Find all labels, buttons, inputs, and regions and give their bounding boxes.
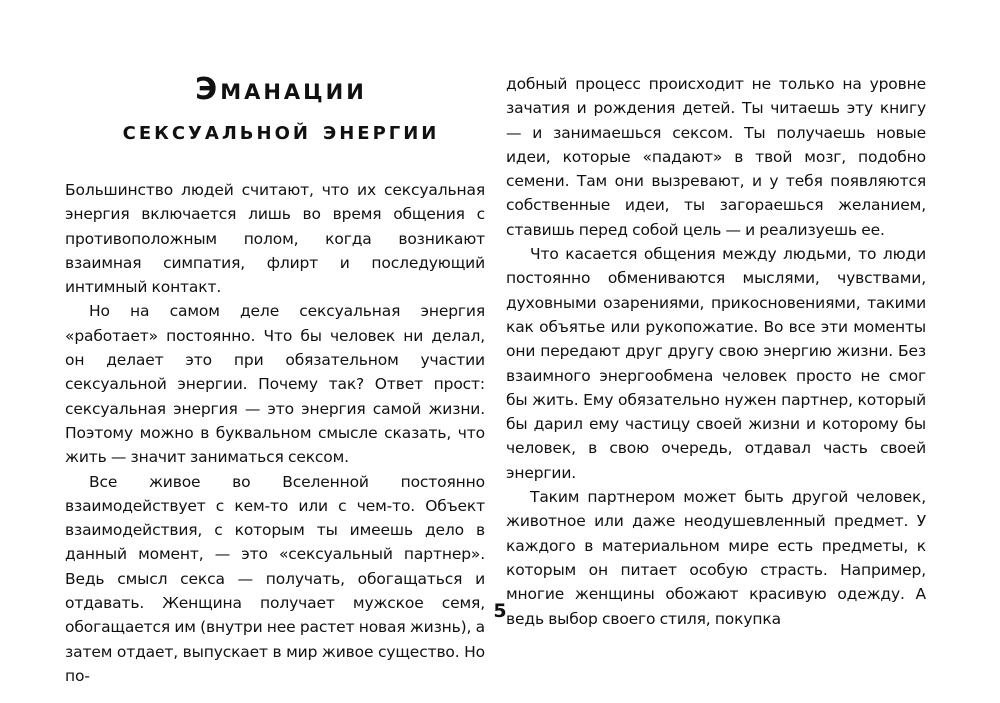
chapter-title-line-1: Эманации [195,72,367,107]
paragraph: Но на самом деле сексуальная энергия «работает» постоянно. Что бы человек ни делал, он делает это при обязательном участии сексуальной энергии. Почему так? Ответ прост: сексуальная энергия — это энергия самой жизни. Поэтому можно в буквальном смысле сказать, что жить — значит заниматься сексом. [65,302,485,467]
right-column-text [506,72,926,631]
paragraph: Все живое во Вселенной постоянно взаимодействует с кем-то или с чем-то. Объект взаимодействия, с которым ты имеешь дело в данный момент, — это «сексуальный партнер». Ведь смысл секса — получать, обогащаться и отдавать. Женщина получает мужское семя, обогащается им (внутри нее растет новая жизнь), а затем отдает, выпускает в мир живое существо. Но по- [65,472,485,685]
chapter-title [65,70,485,151]
paragraph: Что касается общения между людьми, то люди постоянно обмениваются мыслями, чувствами, духовными озарениями, прикосновениями, такими как объятье или рукопожатие. Во все эти моменты они передают друг другу свою энергию жизни. Без взаимного энергообмена человек просто не смог бы жить. Ему обязательно нужен партнер, который бы дарил ему частицу своей жизни и которому бы человек, в свою очередь, отдавал часть своей энергии. [506,245,926,482]
page-number: 5 [493,600,507,622]
paragraph: добный процесс происходит не только на уровне зачатия и рождения детей. Ты читаешь эту книгу — и занимаешься сексом. Ты получаешь новые идеи, которые «падают» в твой мозг, подобно семени. Там они вызревают, и у тебя появляются собственные идеи, ты загораешься желанием, ставишь перед собой цель — и реализуешь ее. [506,75,926,239]
paragraph: Таким партнером может быть другой человек, животное или даже неодушевленный предмет. У каждого в материальном мире есть предметы, к которым он питает особую страсть. Например, многие женщины обожают красивую одежду. А ведь выбор своего стиля, покупка [506,488,926,628]
paragraph: Большинство людей считают, что их сексуальная энергия включается лишь во время общения с противоположным полом, когда возникают взаимная симпатия, флирт и последующий интимный контакт. [65,181,485,297]
chapter-title-block [65,70,485,170]
left-column [65,70,485,688]
right-column [506,72,926,631]
chapter-title-line-2: сексуальной энергии [122,116,440,146]
